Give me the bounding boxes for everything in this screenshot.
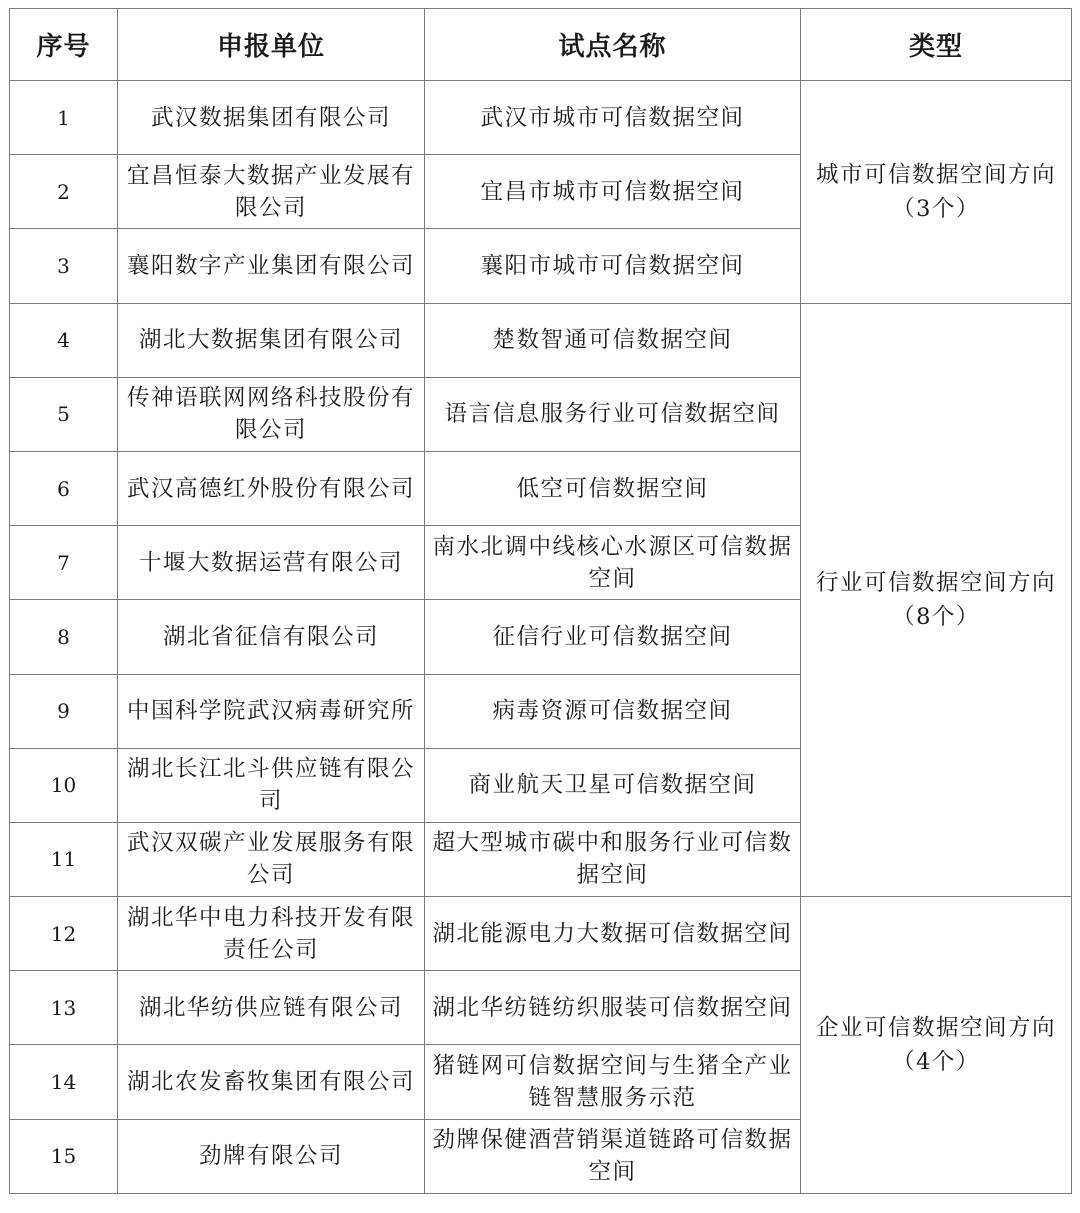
- cell-serial-number: 9: [10, 674, 118, 748]
- cell-serial-number: 1: [10, 81, 118, 155]
- type-count: （3个）: [892, 195, 980, 222]
- cell-pilot-name: 楚数智通可信数据空间: [425, 303, 801, 377]
- cell-applicant-unit: 中国科学院武汉病毒研究所: [118, 674, 425, 748]
- cell-applicant-unit: 宜昌恒泰大数据产业发展有限公司: [118, 155, 425, 229]
- cell-serial-number: 2: [10, 155, 118, 229]
- cell-applicant-unit: 襄阳数字产业集团有限公司: [118, 229, 425, 303]
- cell-applicant-unit: 湖北农发畜牧集团有限公司: [118, 1045, 425, 1119]
- table-row: [10, 81, 1072, 155]
- cell-pilot-name: 南水北调中线核心水源区可信数据空间: [425, 526, 801, 600]
- cell-serial-number: 12: [10, 897, 118, 971]
- cell-serial-number: 15: [10, 1119, 118, 1193]
- cell-serial-number: 3: [10, 229, 118, 303]
- type-label: 城市可信数据空间方向: [815, 161, 1056, 188]
- cell-pilot-name: 征信行业可信数据空间: [425, 600, 801, 674]
- header-pilot-name: 试点名称: [425, 9, 801, 81]
- cell-applicant-unit: 湖北华中电力科技开发有限责任公司: [118, 897, 425, 971]
- type-count: （8个）: [892, 603, 980, 630]
- cell-applicant-unit: 武汉双碳产业发展服务有限公司: [118, 822, 425, 896]
- cell-type-group: [801, 303, 1072, 897]
- cell-type-group: [801, 897, 1072, 1194]
- cell-applicant-unit: 传神语联网网络科技股份有限公司: [118, 377, 425, 451]
- cell-pilot-name: 湖北能源电力大数据可信数据空间: [425, 897, 801, 971]
- cell-serial-number: 7: [10, 526, 118, 600]
- type-count: （4个）: [892, 1048, 980, 1075]
- cell-pilot-name: 湖北华纺链纺织服装可信数据空间: [425, 971, 801, 1045]
- pilot-list-table: [9, 8, 1072, 1194]
- cell-applicant-unit: 湖北华纺供应链有限公司: [118, 971, 425, 1045]
- cell-applicant-unit: 十堰大数据运营有限公司: [118, 526, 425, 600]
- cell-serial-number: 14: [10, 1045, 118, 1119]
- table-header-row: [10, 9, 1072, 81]
- header-type: 类型: [801, 9, 1072, 81]
- cell-serial-number: 4: [10, 303, 118, 377]
- cell-applicant-unit: 武汉数据集团有限公司: [118, 81, 425, 155]
- table-row: [10, 303, 1072, 377]
- cell-pilot-name: 猪链网可信数据空间与生猪全产业链智慧服务示范: [425, 1045, 801, 1119]
- header-serial-number: 序号: [10, 9, 118, 81]
- cell-serial-number: 8: [10, 600, 118, 674]
- table-row: [10, 897, 1072, 971]
- cell-type-group: [801, 81, 1072, 304]
- cell-applicant-unit: 湖北长江北斗供应链有限公司: [118, 748, 425, 822]
- cell-pilot-name: 语言信息服务行业可信数据空间: [425, 377, 801, 451]
- cell-pilot-name: 宜昌市城市可信数据空间: [425, 155, 801, 229]
- cell-pilot-name: 病毒资源可信数据空间: [425, 674, 801, 748]
- cell-pilot-name: 襄阳市城市可信数据空间: [425, 229, 801, 303]
- cell-serial-number: 6: [10, 451, 118, 525]
- table-body: [10, 81, 1072, 1194]
- cell-pilot-name: 商业航天卫星可信数据空间: [425, 748, 801, 822]
- cell-pilot-name: 低空可信数据空间: [425, 451, 801, 525]
- cell-pilot-name: 武汉市城市可信数据空间: [425, 81, 801, 155]
- cell-pilot-name: 劲牌保健酒营销渠道链路可信数据空间: [425, 1119, 801, 1193]
- cell-serial-number: 13: [10, 971, 118, 1045]
- cell-applicant-unit: 湖北大数据集团有限公司: [118, 303, 425, 377]
- cell-serial-number: 11: [10, 822, 118, 896]
- type-label: 行业可信数据空间方向: [815, 569, 1056, 596]
- cell-applicant-unit: 劲牌有限公司: [118, 1119, 425, 1193]
- cell-pilot-name: 超大型城市碳中和服务行业可信数据空间: [425, 822, 801, 896]
- type-label: 企业可信数据空间方向: [815, 1014, 1056, 1041]
- header-applicant-unit: 申报单位: [118, 9, 425, 81]
- cell-serial-number: 5: [10, 377, 118, 451]
- cell-applicant-unit: 湖北省征信有限公司: [118, 600, 425, 674]
- cell-serial-number: 10: [10, 748, 118, 822]
- cell-applicant-unit: 武汉高德红外股份有限公司: [118, 451, 425, 525]
